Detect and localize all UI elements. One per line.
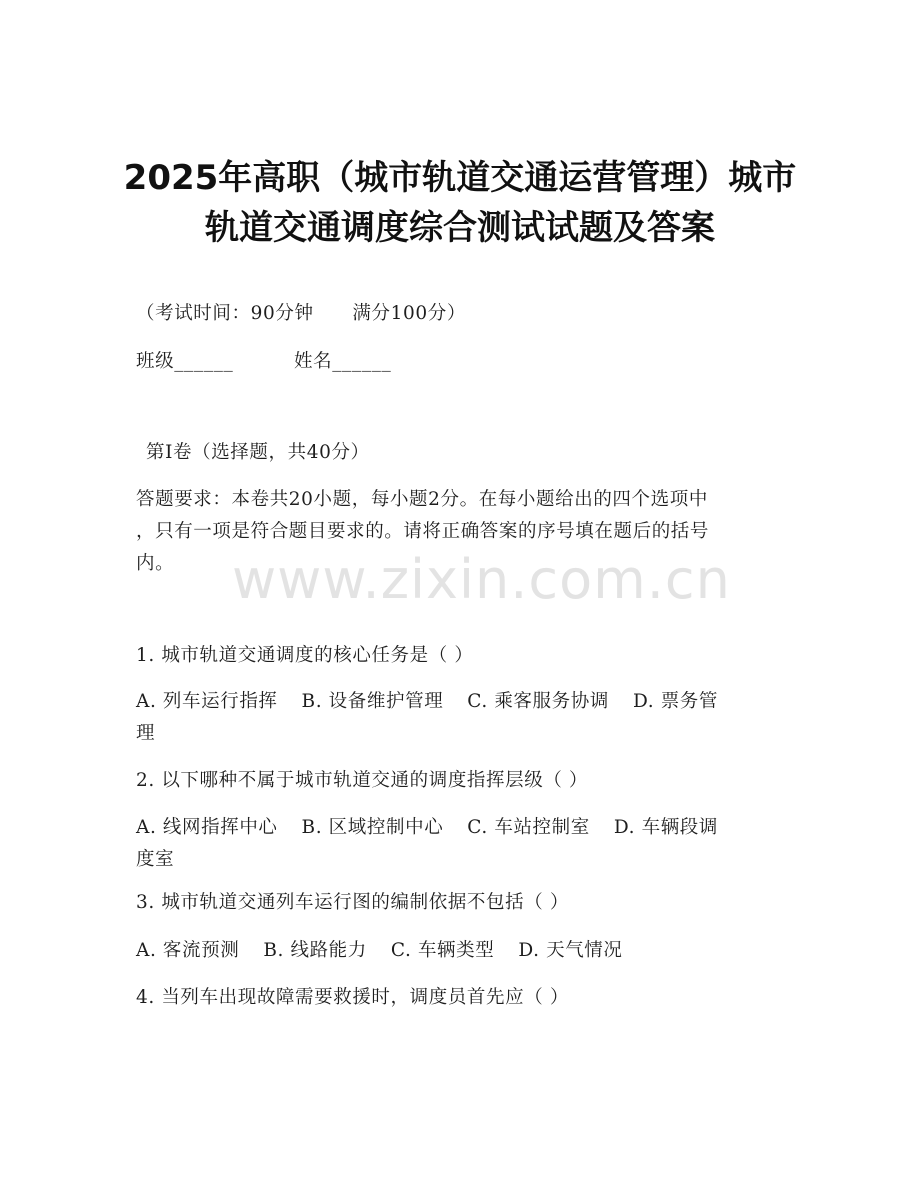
option-d: D. 天气情况 xyxy=(518,940,623,961)
doc-title-line-2: 轨道交通调度综合测试试题及答案 xyxy=(205,208,715,248)
question-1-stem: 1. 城市轨道交通调度的核心任务是（ ） xyxy=(136,645,474,666)
option-d: D. 车辆段调 xyxy=(613,817,718,838)
instructions-line-1: 答题要求：本卷共20小题，每小题2分。在每小题给出的四个选项中 xyxy=(136,489,708,510)
question-1-options-continued: 理 xyxy=(136,723,156,744)
question-1-options xyxy=(136,686,718,718)
question-4-stem: 4. 当列车出现故障需要救援时，调度员首先应（ ） xyxy=(136,987,569,1008)
instructions-line-3: 内。 xyxy=(136,553,175,574)
option-c: C. 车站控制室 xyxy=(467,817,590,838)
class-label: 班级______ xyxy=(136,351,234,372)
watermark: www.zixin.com.cn xyxy=(232,548,731,611)
option-a: A. 线网指挥中心 xyxy=(136,817,278,838)
option-d: D. 票务管 xyxy=(632,691,719,712)
question-2-options xyxy=(136,812,718,844)
option-b: B. 区域控制中心 xyxy=(301,817,444,838)
name-label: 姓名______ xyxy=(294,351,392,372)
option-b: B. 线路能力 xyxy=(263,940,367,961)
exam-info: （考试时间：90分钟 满分100分） xyxy=(136,303,466,324)
question-3-stem: 3. 城市轨道交通列车运行图的编制依据不包括（ ） xyxy=(136,892,569,913)
option-b: B. 设备维护管理 xyxy=(301,691,444,712)
instructions-line-2: ，只有一项是符合题目要求的。请将正确答案的序号填在题后的括号 xyxy=(136,521,710,542)
doc-title-line-1: 2025年高职（城市轨道交通运营管理）城市 xyxy=(123,158,797,198)
section-header: 第I卷（选择题，共40分） xyxy=(146,442,370,463)
option-c: C. 乘客服务协调 xyxy=(467,691,609,712)
question-3-options xyxy=(136,935,623,967)
option-a: A. 客流预测 xyxy=(136,940,240,961)
question-2-stem: 2. 以下哪种不属于城市轨道交通的调度指挥层级（ ） xyxy=(136,770,589,791)
option-c: C. 车辆类型 xyxy=(390,940,495,961)
option-a: A. 列车运行指挥 xyxy=(136,691,278,712)
question-2-options-continued: 度室 xyxy=(136,849,175,870)
